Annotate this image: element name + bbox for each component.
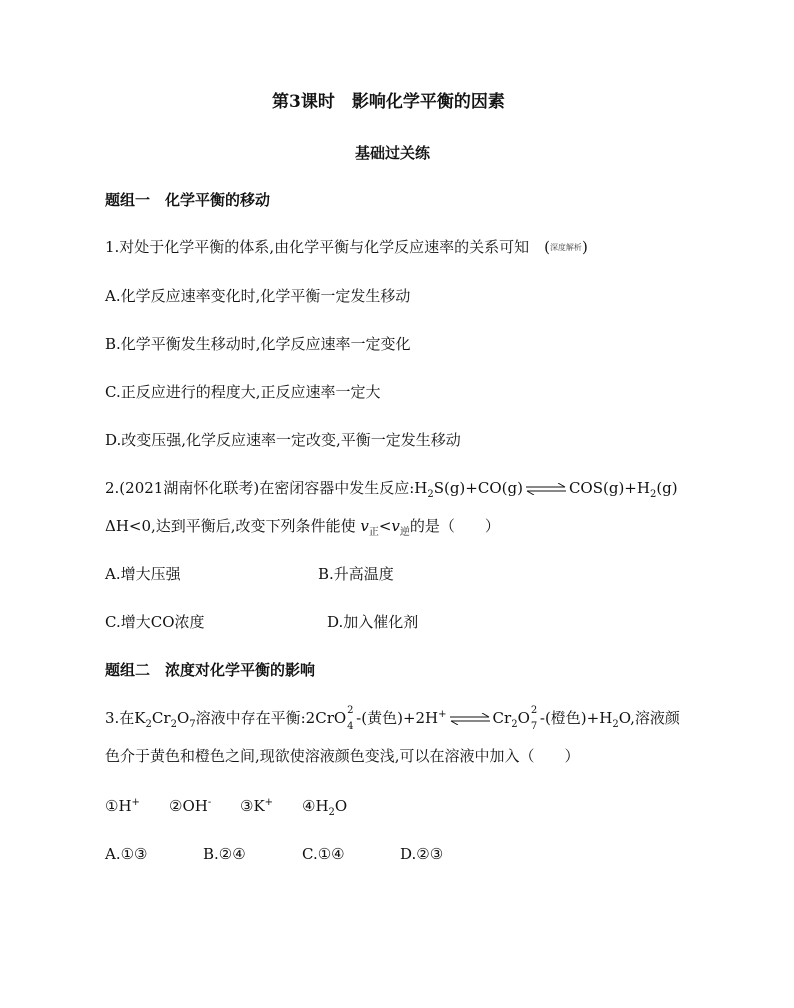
q3-option-b: B.②④ bbox=[203, 845, 246, 863]
group2-heading: 题组二 浓度对化学平衡的影响 bbox=[105, 661, 316, 679]
q2-stem-line1 bbox=[105, 479, 678, 500]
q1-close: ) bbox=[581, 238, 588, 256]
q3-item-2: ②OH- bbox=[169, 797, 212, 815]
q3-sub: 2 bbox=[145, 719, 152, 730]
q3-sup: 2 bbox=[530, 704, 538, 716]
q2-sub-forward: 正 bbox=[368, 527, 379, 538]
q3-sub: 4 bbox=[347, 720, 354, 732]
q3-option-d: D.②③ bbox=[400, 845, 444, 863]
q2-text: 2.(2021湖南怀化联考)在密闭容器中发生反应:H bbox=[105, 479, 428, 497]
q3-option-a: A.①③ bbox=[105, 845, 148, 863]
equilibrium-arrow-icon bbox=[525, 483, 567, 495]
q3-sub: 7 bbox=[189, 719, 196, 730]
q2-text: COS(g)+H bbox=[568, 479, 650, 497]
q3-sup: + bbox=[438, 709, 447, 720]
equilibrium-arrow-icon bbox=[449, 713, 491, 725]
group1-heading: 题组一 化学平衡的移动 bbox=[105, 191, 271, 209]
q3-stem-line1 bbox=[105, 704, 680, 732]
q3-text: O bbox=[517, 709, 530, 727]
q3-ion-charge bbox=[346, 704, 354, 732]
q3-sub: 2 bbox=[612, 719, 619, 730]
q2-option-b: B.升高温度 bbox=[318, 565, 394, 583]
q3-text: -(橙色)+H bbox=[539, 709, 613, 727]
q2-sub-reverse: 逆 bbox=[399, 527, 410, 538]
q2-lt: < bbox=[378, 517, 392, 535]
q2-text: S(g)+CO(g) bbox=[433, 479, 523, 497]
q2-v-reverse: v bbox=[391, 517, 400, 535]
q3-sub: 2 bbox=[511, 719, 518, 730]
q1-stem bbox=[105, 240, 588, 255]
q3-item-1: ①H+ bbox=[105, 797, 140, 815]
q2-text: (g) bbox=[656, 479, 678, 497]
q2-option-a: A.增大压强 bbox=[105, 565, 181, 583]
section-subtitle: 基础过关练 bbox=[355, 144, 431, 162]
q1-option-b: B.化学平衡发生移动时,化学反应速率一定变化 bbox=[105, 335, 411, 353]
q3-sup: 2 bbox=[347, 704, 354, 716]
q3-stem-line2: 色介于黄色和橙色之间,现欲使溶液颜色变浅,可以在溶液中加入（ ） bbox=[105, 747, 580, 765]
q1-stem-text: 1.对处于化学平衡的体系,由化学平衡与化学反应速率的关系可知 ( bbox=[105, 238, 550, 256]
q2-sub: 2 bbox=[649, 489, 657, 500]
q3-option-c: C.①④ bbox=[302, 845, 345, 863]
q3-text: 3.在K bbox=[105, 709, 146, 727]
q2-option-c: C.增大CO浓度 bbox=[105, 613, 205, 631]
q3-item-4: $④H_2O$ bbox=[302, 797, 348, 818]
q3-item-3: ③K+ bbox=[240, 797, 274, 815]
q3-text: Cr bbox=[151, 709, 171, 727]
q3-ion-charge bbox=[530, 704, 538, 732]
q3-text: Cr bbox=[492, 709, 512, 727]
q3-sub: 7 bbox=[530, 720, 538, 732]
q2-text: 的是（ ） bbox=[409, 517, 500, 535]
q3-text: O,溶液颜 bbox=[618, 709, 680, 727]
page-title: 第3课时 影响化学平衡的因素 bbox=[272, 92, 505, 112]
q2-option-d: D.加入催化剂 bbox=[327, 613, 419, 631]
q1-option-d: D.改变压强,化学反应速率一定改变,平衡一定发生移动 bbox=[105, 431, 461, 449]
q3-text: 溶液中存在平衡:2CrO bbox=[195, 709, 347, 727]
q3-text: -(黄色)+2H bbox=[356, 709, 439, 727]
q3-sub: 2 bbox=[170, 719, 177, 730]
q2-text: ΔH<0,达到平衡后,改变下列条件能使 bbox=[105, 517, 361, 535]
q1-option-a: A.化学反应速率变化时,化学平衡一定发生移动 bbox=[105, 287, 411, 305]
q1-tag: 深度解析 bbox=[549, 243, 582, 252]
q2-v-forward: v bbox=[360, 517, 369, 535]
q2-sub: 2 bbox=[427, 489, 434, 500]
q1-option-c: C.正反应进行的程度大,正反应速率一定大 bbox=[105, 383, 381, 401]
q2-stem-line2 bbox=[105, 517, 500, 538]
q3-text: O bbox=[176, 709, 190, 727]
